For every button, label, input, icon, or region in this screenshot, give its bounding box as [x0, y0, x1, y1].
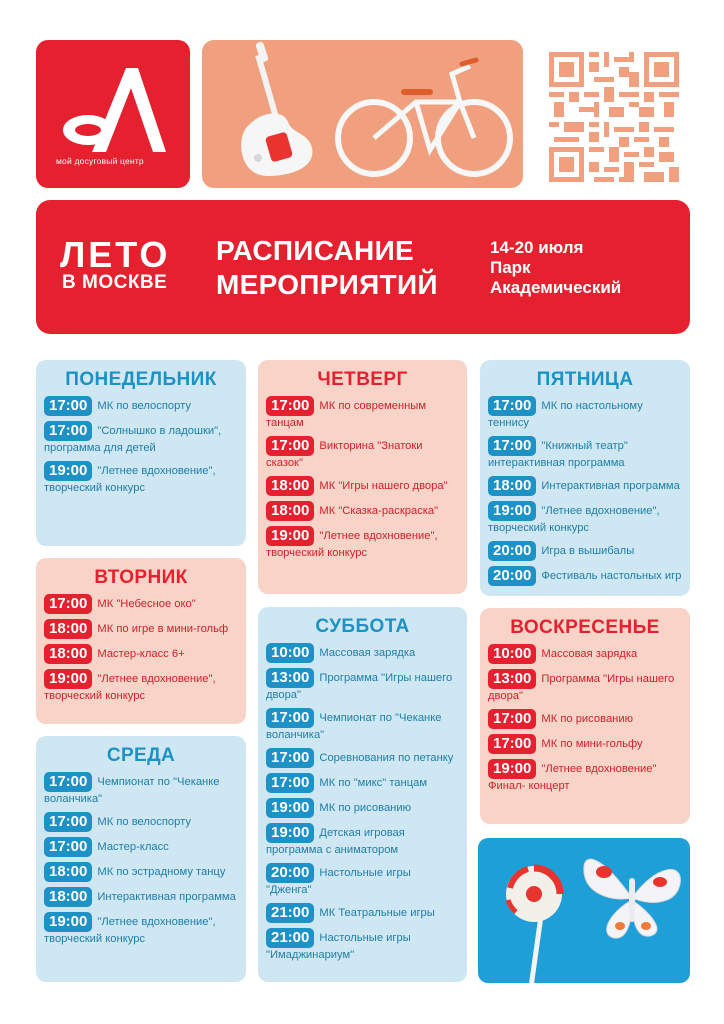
- event-time: 18:00: [44, 644, 92, 664]
- day-title: ПЯТНИЦА: [536, 369, 634, 390]
- event-text: МК по современным танцам: [266, 399, 427, 429]
- event-text: Чемпионат по "Чеканке воланчика": [266, 711, 442, 741]
- event-text: МК по настольному теннису: [488, 399, 643, 429]
- event-time: 18:00: [266, 476, 314, 496]
- day-card-wednesday: [36, 736, 246, 982]
- event-time: 17:00: [266, 748, 314, 768]
- day-title: СРЕДА: [106, 745, 176, 766]
- event-text: МК по "микс" танцам: [319, 776, 428, 789]
- event-time: 17:00: [44, 772, 92, 792]
- event-text: Викторина "Знатоки сказок": [266, 439, 423, 469]
- event-text: МК по эстрадному танцу: [97, 865, 226, 878]
- logo-tagline: мой досуговый центр: [56, 156, 144, 166]
- event-text: Интерактивная программа: [97, 890, 236, 903]
- title-banner: [36, 200, 690, 334]
- event-text: МК по рисованию: [319, 801, 411, 814]
- day-title: ПОНЕДЕЛЬНИК: [65, 369, 217, 390]
- logo-block: [36, 40, 190, 188]
- event-text: МК по велоспорту: [97, 815, 191, 828]
- event-text: "Летнее вдохновение" Финал- концерт: [488, 762, 657, 792]
- event-text: Массовая зарядка: [319, 646, 416, 659]
- event-item: [258, 903, 467, 923]
- lollipop-icon: [498, 858, 578, 983]
- event-item: [480, 669, 690, 704]
- event-item: [480, 501, 690, 536]
- day-title: СУББОТА: [315, 616, 410, 637]
- event-text: Программа "Игры нашего двора": [266, 671, 453, 701]
- day-card-saturday: [258, 607, 467, 982]
- event-time: 20:00: [266, 863, 314, 883]
- event-time: 19:00: [44, 669, 92, 689]
- event-time: 17:00: [266, 436, 314, 456]
- event-item: [258, 501, 467, 521]
- event-item: [258, 823, 467, 858]
- event-info: [490, 238, 621, 298]
- event-item: [258, 863, 467, 898]
- event-item: [258, 668, 467, 703]
- event-item: [480, 644, 690, 664]
- banner-title-line1: РАСПИСАНИЕ: [216, 235, 414, 266]
- event-text: Интерактивная программа: [541, 479, 680, 492]
- event-time: 17:00: [266, 708, 314, 728]
- event-item: [258, 928, 467, 963]
- event-time: 20:00: [488, 541, 536, 561]
- event-text: Настольные игры "Дженга": [266, 866, 411, 896]
- event-item: [258, 708, 467, 743]
- event-text: Детская игровая программа с аниматором: [266, 826, 405, 856]
- day-card-monday: [36, 360, 246, 546]
- event-item: [480, 436, 690, 471]
- event-time: 13:00: [266, 668, 314, 688]
- event-time: 17:00: [44, 421, 92, 441]
- event-item: [36, 669, 246, 704]
- event-item: [480, 541, 690, 561]
- bicycle-icon: [334, 54, 514, 184]
- event-time: 17:00: [44, 396, 92, 416]
- event-text: Игра в вышибалы: [541, 544, 635, 557]
- event-item: [258, 798, 467, 818]
- event-time: 17:00: [488, 396, 536, 416]
- day-title: ЧЕТВЕРГ: [317, 369, 408, 390]
- event-time: 18:00: [44, 619, 92, 639]
- event-item: [36, 619, 246, 639]
- event-item: [36, 772, 246, 807]
- event-time: 19:00: [44, 461, 92, 481]
- event-text: "Летнее вдохновение", творческий конкурс: [44, 672, 216, 702]
- event-text: "Летнее вдохновение", творческий конкурс: [44, 915, 216, 945]
- event-item: [36, 594, 246, 614]
- event-time: 19:00: [44, 912, 92, 932]
- day-card-thursday: [258, 360, 467, 594]
- butterfly-icon: [574, 838, 690, 948]
- event-text: МК Театральные игры: [319, 906, 435, 919]
- event-time: 10:00: [266, 643, 314, 663]
- event-text: Настольные игры "Имаджинариум": [266, 931, 411, 961]
- day-card-tuesday: [36, 558, 246, 724]
- event-item: [258, 526, 467, 561]
- event-time: 21:00: [266, 903, 314, 923]
- event-text: Мастер-класс 6+: [97, 647, 185, 660]
- event-time: 13:00: [488, 669, 536, 689]
- event-time: 10:00: [488, 644, 536, 664]
- decor-image: [478, 838, 690, 983]
- banner-title: [216, 234, 438, 302]
- event-item: [258, 748, 467, 768]
- event-time: 18:00: [44, 887, 92, 907]
- brand-v-moskve: В МОСКВЕ: [62, 272, 168, 293]
- event-item: [480, 396, 690, 431]
- event-time: 20:00: [488, 566, 536, 586]
- event-item: [36, 812, 246, 832]
- event-text: Массовая зарядка: [541, 647, 638, 660]
- event-time: 19:00: [266, 526, 314, 546]
- event-time: 21:00: [266, 928, 314, 948]
- banner-title-line2: МЕРОПРИЯТИЙ: [216, 269, 438, 300]
- event-item: [480, 734, 690, 754]
- event-item: [36, 644, 246, 664]
- event-item: [36, 421, 246, 456]
- event-text: МК по игре в мини-гольф: [97, 622, 229, 635]
- day-card-friday: [480, 360, 690, 596]
- event-text: Чемпионат по "Чеканке воланчика": [44, 775, 220, 805]
- event-time: 19:00: [488, 501, 536, 521]
- event-time: 17:00: [488, 734, 536, 754]
- event-text: Программа "Игры нашего двора": [488, 672, 675, 702]
- event-text: Фестиваль настольных игр: [541, 569, 682, 582]
- event-item: [36, 887, 246, 907]
- event-time: 17:00: [44, 812, 92, 832]
- event-item: [480, 709, 690, 729]
- event-time: 17:00: [266, 396, 314, 416]
- event-item: [258, 396, 467, 431]
- event-dates: 14-20 июля: [490, 238, 584, 257]
- event-text: Мастер-класс: [97, 840, 169, 853]
- event-text: "Книжный театр" интерактивная программа: [488, 439, 628, 469]
- event-item: [36, 837, 246, 857]
- event-text: МК "Сказка-раскраска": [319, 504, 439, 517]
- day-card-sunday: [480, 608, 690, 824]
- event-time: 17:00: [266, 773, 314, 793]
- event-item: [36, 396, 246, 416]
- day-title: ВОСКРЕСЕНЬЕ: [510, 617, 660, 638]
- event-time: 17:00: [488, 709, 536, 729]
- event-item: [36, 461, 246, 496]
- event-item: [258, 476, 467, 496]
- event-time: 17:00: [488, 436, 536, 456]
- event-item: [258, 643, 467, 663]
- event-text: МК по велоспорту: [97, 399, 191, 412]
- event-time: 19:00: [266, 798, 314, 818]
- logo-a-icon: [58, 62, 170, 158]
- event-item: [36, 862, 246, 882]
- event-place-line1: Парк: [490, 258, 531, 277]
- hero-photo: [202, 40, 523, 188]
- event-text: МК по мини-гольфу: [541, 737, 643, 750]
- event-text: "Солнышко в ладошки", программа для детей: [44, 424, 222, 454]
- event-text: Соревнования по петанку: [319, 751, 454, 764]
- event-item: [480, 566, 690, 586]
- event-text: "Летнее вдохновение", творческий конкурс: [44, 464, 216, 494]
- event-time: 19:00: [488, 759, 536, 779]
- event-item: [258, 436, 467, 471]
- event-time: 18:00: [44, 862, 92, 882]
- event-place-line2: Академический: [490, 278, 622, 297]
- event-time: 17:00: [44, 837, 92, 857]
- event-item: [258, 773, 467, 793]
- day-title: ВТОРНИК: [94, 567, 188, 588]
- event-time: 17:00: [44, 594, 92, 614]
- event-text: "Летнее вдохновение", творческий конкурс: [266, 529, 438, 559]
- event-item: [480, 759, 690, 794]
- event-text: "Летнее вдохновение", творческий конкурс: [488, 504, 660, 534]
- guitar-icon: [228, 40, 328, 186]
- event-text: МК по рисованию: [541, 712, 633, 725]
- event-text: МК "Небесное око": [97, 597, 196, 610]
- brand-leto: ЛЕТО: [60, 234, 171, 275]
- event-item: [36, 912, 246, 947]
- event-time: 19:00: [266, 823, 314, 843]
- event-time: 18:00: [488, 476, 536, 496]
- event-item: [480, 476, 690, 496]
- event-text: МК "Игры нашего двора": [319, 479, 448, 492]
- event-time: 18:00: [266, 501, 314, 521]
- qr-code-icon[interactable]: [549, 52, 679, 182]
